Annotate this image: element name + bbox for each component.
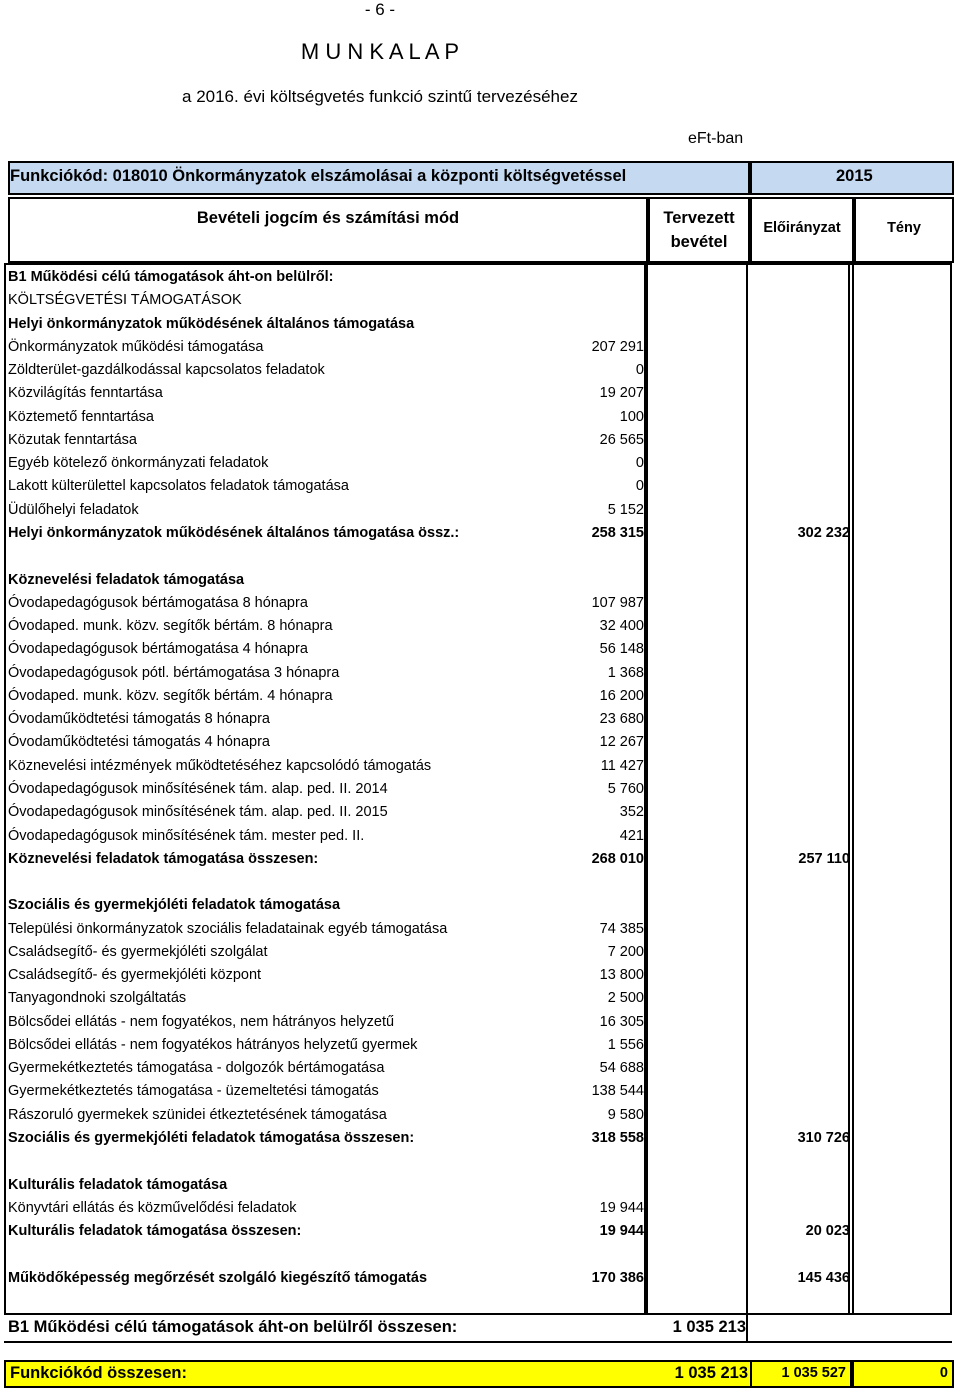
col-header-appropriation-text: Előirányzat bbox=[763, 220, 841, 236]
row-planned-value: 0 bbox=[635, 478, 644, 495]
row-label: Óvodapedagógusok minősítésének tám. mester ped. II. bbox=[8, 827, 365, 844]
row-label: Bölcsődei ellátás - nem fogyatékos, nem hátrányos helyzetű bbox=[8, 1013, 395, 1030]
row-planned-value: 32 400 bbox=[599, 618, 644, 634]
row-planned-value: 207 291 bbox=[591, 338, 644, 355]
row-planned-value: 318 558 bbox=[591, 1130, 644, 1146]
b1-total-label: B1 Működési célú támogatások áht-on belülről összesen: bbox=[8, 1318, 458, 1336]
row-appropriation-value: 145 436 bbox=[797, 1269, 850, 1286]
row-label: Óvodapedagógusok bértámogatása 8 hónapra bbox=[8, 594, 308, 611]
year-bar bbox=[750, 161, 954, 195]
row-label: Lakott külterülettel kapcsolatos feladatok támogatása bbox=[8, 478, 349, 495]
footer-total-appropriation: 1 035 527 bbox=[781, 1365, 846, 1381]
row-label: Tanyagondnoki szolgáltatás bbox=[8, 990, 187, 1007]
table-row bbox=[0, 685, 960, 708]
row-label: Kulturális feladatok támogatása összesen: bbox=[8, 1223, 302, 1240]
row-appropriation-value: 310 726 bbox=[797, 1130, 850, 1146]
row-planned-value: 138 544 bbox=[591, 1083, 644, 1100]
row-planned-value: 1 368 bbox=[607, 664, 644, 681]
col-header-planned-line2: bevétel bbox=[670, 233, 728, 251]
table-row bbox=[0, 1150, 960, 1173]
table-row bbox=[0, 499, 960, 522]
table-row bbox=[0, 894, 960, 917]
row-label: Óvodaped. munk. közv. segítők bértám. 8 hónapra bbox=[8, 618, 333, 634]
row-label: Köznevelési intézmények működtetéséhez kapcsolódó támogatás bbox=[8, 757, 432, 774]
row-label: Óvodaműködtetési támogatás 8 hónapra bbox=[8, 711, 270, 728]
table-row bbox=[0, 778, 960, 801]
page-subtitle: a 2016. évi költségvetés funkció szintű tervezéséhez bbox=[182, 87, 578, 106]
row-label: Családsegítő- és gyermekjóléti szolgálat bbox=[8, 943, 268, 960]
table-row bbox=[0, 1267, 960, 1290]
row-appropriation-value: 302 232 bbox=[797, 525, 850, 541]
row-label: Kulturális feladatok támogatása bbox=[8, 1176, 228, 1193]
row-label: Üdülőhelyi feladatok bbox=[8, 501, 139, 518]
row-planned-value: 352 bbox=[619, 804, 644, 821]
row-label: Helyi önkormányzatok működésének általános támogatása bbox=[8, 315, 415, 332]
page-title: M U N K A L A P bbox=[300, 39, 460, 64]
row-label: Óvodapedagógusok minősítésének tám. alap. ped. II. 2015 bbox=[8, 804, 388, 821]
row-label: Közvilágítás fenntartása bbox=[8, 385, 163, 402]
table-row bbox=[0, 731, 960, 754]
row-label: Köznevelési feladatok támogatása bbox=[8, 571, 245, 588]
table-row bbox=[0, 1174, 960, 1197]
row-label: Önkormányzatok működési támogatása bbox=[8, 338, 264, 355]
b1-total-planned: 1 035 213 bbox=[672, 1318, 746, 1336]
table-row bbox=[0, 382, 960, 405]
table-row bbox=[0, 801, 960, 824]
row-label: Bölcsődei ellátás - nem fogyatékos hátrányos helyzetű gyermek bbox=[8, 1036, 418, 1053]
row-planned-value: 170 386 bbox=[591, 1269, 644, 1286]
function-code-label: Funkciókód: 018010 Önkormányzatok elszámolásai a központi költségvetéssel bbox=[10, 167, 627, 185]
footer-total-row bbox=[4, 1360, 752, 1388]
footer-total-actual-cell bbox=[852, 1360, 954, 1388]
row-planned-value: 19 944 bbox=[599, 1199, 644, 1216]
table-row bbox=[0, 1104, 960, 1127]
row-appropriation-value: 20 023 bbox=[805, 1223, 850, 1240]
footer-total-actual: 0 bbox=[939, 1365, 948, 1381]
row-planned-value: 100 bbox=[619, 408, 644, 425]
row-planned-value: 5 152 bbox=[607, 501, 644, 518]
table-row bbox=[0, 592, 960, 615]
table-row bbox=[0, 638, 960, 661]
row-planned-value: 0 bbox=[635, 362, 644, 379]
row-label: B1 Működési célú támogatások áht-on belülről: bbox=[8, 269, 334, 285]
table-row bbox=[0, 1057, 960, 1080]
row-label: Köznevelési feladatok támogatása összesen: bbox=[8, 850, 319, 867]
table-row bbox=[0, 1011, 960, 1034]
table-row bbox=[0, 569, 960, 592]
row-planned-value: 16 305 bbox=[599, 1013, 644, 1030]
row-planned-value: 258 315 bbox=[591, 525, 644, 541]
table-row bbox=[0, 871, 960, 894]
row-planned-value: 56 148 bbox=[599, 641, 644, 658]
row-planned-value: 23 680 bbox=[599, 711, 644, 728]
table-row bbox=[0, 941, 960, 964]
table-row bbox=[0, 1220, 960, 1243]
table-row bbox=[0, 429, 960, 452]
row-planned-value: 0 bbox=[635, 455, 644, 472]
row-label: Működőképesség megőrzését szolgáló kiegészítő támogatás bbox=[8, 1269, 428, 1286]
table-row bbox=[0, 615, 960, 638]
table-row bbox=[0, 522, 960, 545]
row-label: Egyéb kötelező önkormányzati feladatok bbox=[8, 455, 269, 472]
b1-total-row bbox=[4, 1313, 952, 1343]
col-header-planned-line1: Tervezett bbox=[663, 209, 735, 227]
col-header-label bbox=[8, 197, 648, 263]
col-header-actual-text: Tény bbox=[887, 220, 921, 236]
table-row bbox=[0, 1080, 960, 1103]
row-label: Rászoruló gyermekek szünidei étkeztetésének támogatása bbox=[8, 1106, 387, 1123]
table-row bbox=[0, 452, 960, 475]
year-label: 2015 bbox=[836, 167, 873, 185]
table-row bbox=[0, 266, 960, 289]
row-label: Óvodapedagógusok pótl. bértámogatása 3 hónapra bbox=[8, 664, 340, 681]
row-planned-value: 2 500 bbox=[607, 990, 644, 1007]
row-planned-value: 16 200 bbox=[599, 687, 644, 704]
unit-label: eFt-ban bbox=[688, 130, 744, 147]
row-planned-value: 5 760 bbox=[607, 780, 644, 797]
table-row bbox=[0, 475, 960, 498]
row-label: Települési önkormányzatok szociális feladatainak egyéb támogatása bbox=[8, 920, 448, 937]
row-planned-value: 19 944 bbox=[599, 1223, 644, 1240]
row-planned-value: 26 565 bbox=[599, 431, 644, 448]
table-row bbox=[0, 755, 960, 778]
page-number: - 6 - bbox=[364, 0, 396, 19]
footer-total-appropriation-cell bbox=[750, 1360, 852, 1388]
footer-total-planned: 1 035 213 bbox=[674, 1364, 748, 1382]
row-label: Családsegítő- és gyermekjóléti központ bbox=[8, 967, 262, 984]
row-planned-value: 107 987 bbox=[591, 594, 644, 611]
row-label: Közutak fenntartása bbox=[8, 431, 137, 448]
table-row bbox=[0, 1243, 960, 1266]
table-row bbox=[0, 662, 960, 685]
row-label: Óvodapedagógusok minősítésének tám. alap. ped. II. 2014 bbox=[8, 780, 388, 797]
table-row bbox=[0, 406, 960, 429]
table-row bbox=[0, 918, 960, 941]
row-planned-value: 74 385 bbox=[599, 920, 644, 937]
col-header-planned bbox=[648, 197, 750, 263]
row-label: Óvodapedagógusok bértámogatása 4 hónapra bbox=[8, 641, 308, 658]
row-planned-value: 19 207 bbox=[599, 385, 644, 402]
row-label: Szociális és gyermekjóléti feladatok támogatása összesen: bbox=[8, 1130, 415, 1146]
row-label: Gyermekétkeztetés támogatása - dolgozók bértámogatása bbox=[8, 1060, 385, 1077]
row-label: Könyvtári ellátás és közművelődési feladatok bbox=[8, 1199, 297, 1216]
row-label: Óvodaműködtetési támogatás 4 hónapra bbox=[8, 734, 270, 751]
row-label: Szociális és gyermekjóléti feladatok támogatása bbox=[8, 897, 341, 914]
table-row bbox=[0, 964, 960, 987]
row-appropriation-value: 257 110 bbox=[798, 850, 850, 867]
row-planned-value: 13 800 bbox=[599, 967, 644, 984]
row-label: Helyi önkormányzatok működésének általános támogatása össz.: bbox=[8, 525, 460, 541]
table-row bbox=[0, 336, 960, 359]
footer-total-label: Funkciókód összesen: bbox=[10, 1364, 187, 1382]
table-row bbox=[0, 313, 960, 336]
table-row bbox=[0, 1034, 960, 1057]
row-label: Óvodaped. munk. közv. segítők bértám. 4 hónapra bbox=[8, 687, 333, 704]
row-planned-value: 421 bbox=[619, 827, 644, 844]
function-code-bar bbox=[8, 161, 750, 195]
table-row bbox=[0, 289, 960, 312]
table-row bbox=[0, 708, 960, 731]
col-header-label-text: Bevételi jogcím és számítási mód bbox=[196, 209, 460, 227]
table-row bbox=[0, 987, 960, 1010]
table-row bbox=[0, 1127, 960, 1150]
col-header-actual bbox=[854, 197, 954, 263]
col-header-appropriation bbox=[750, 197, 854, 263]
table-row bbox=[0, 359, 960, 382]
row-label: Zöldterület-gazdálkodással kapcsolatos feladatok bbox=[8, 362, 325, 379]
row-planned-value: 268 010 bbox=[591, 850, 644, 867]
row-label: KÖLTSÉGVETÉSI TÁMOGATÁSOK bbox=[8, 292, 242, 309]
row-label: Köztemető fenntartása bbox=[8, 408, 154, 425]
b1-col-separator bbox=[746, 1313, 748, 1341]
row-planned-value: 1 556 bbox=[607, 1036, 644, 1053]
table-row bbox=[0, 825, 960, 848]
row-planned-value: 7 200 bbox=[607, 943, 644, 960]
table-row bbox=[0, 1197, 960, 1220]
row-planned-value: 11 427 bbox=[600, 757, 644, 774]
row-planned-value: 9 580 bbox=[607, 1106, 644, 1123]
table-row bbox=[0, 545, 960, 568]
table-row bbox=[0, 848, 960, 871]
row-planned-value: 54 688 bbox=[599, 1060, 644, 1077]
row-label: Gyermekétkeztetés támogatása - üzemeltetési támogatás bbox=[8, 1083, 379, 1100]
row-planned-value: 12 267 bbox=[599, 734, 644, 751]
